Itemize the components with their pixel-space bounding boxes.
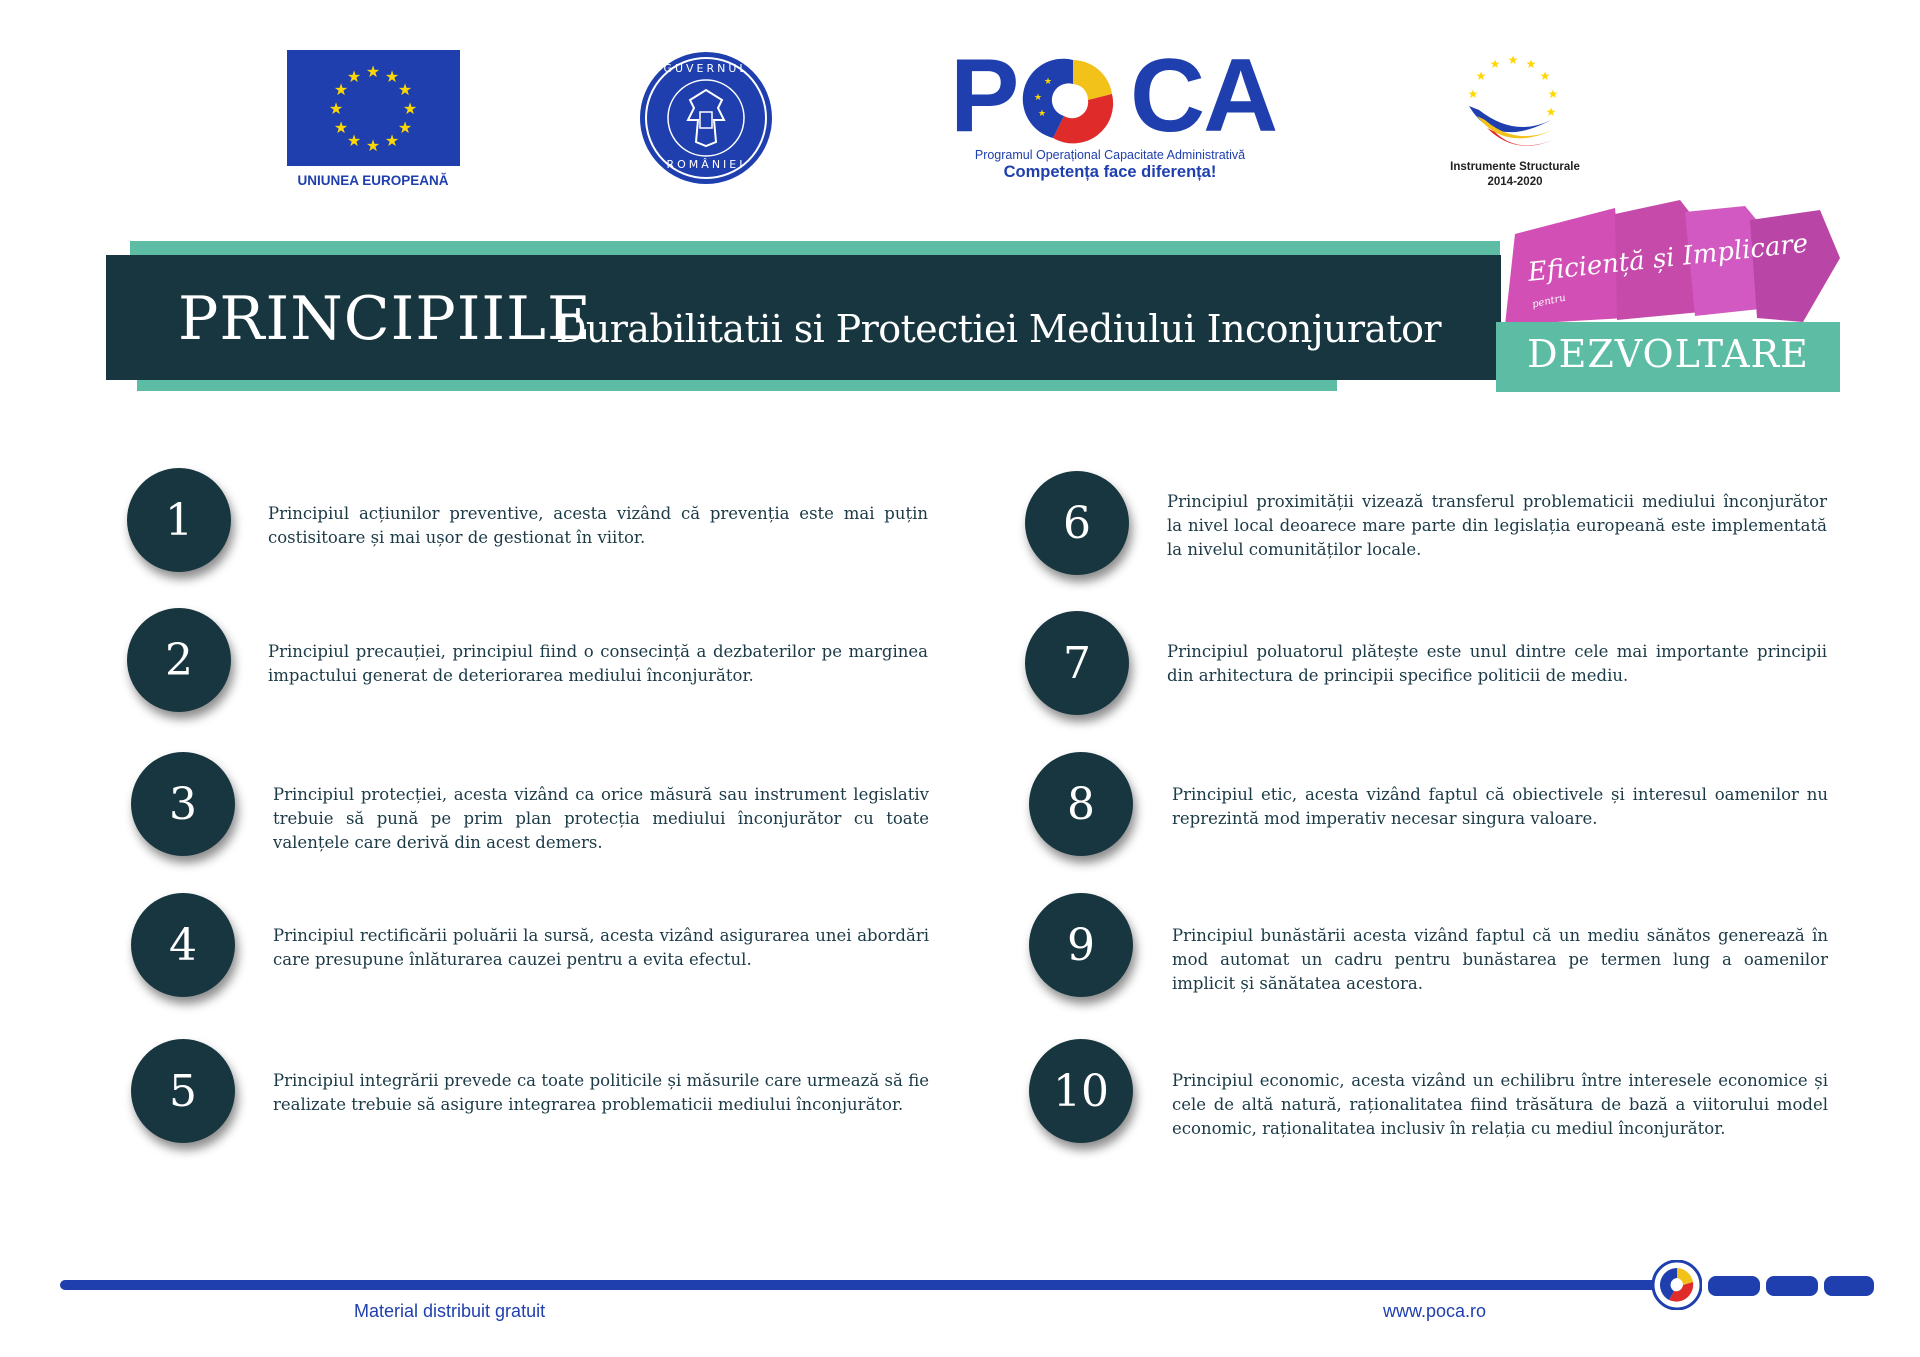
gov-text-bottom: ROMÂNIEI — [666, 158, 746, 171]
svg-text:★: ★ — [333, 80, 349, 99]
slogan-pentru: pentru — [1531, 292, 1567, 311]
svg-text:★: ★ — [402, 99, 418, 118]
svg-text:★: ★ — [1467, 87, 1479, 101]
eu-stars-icon — [287, 50, 460, 166]
principle-3-number: 3 — [131, 752, 235, 856]
svg-text:★: ★ — [1489, 57, 1501, 71]
poca-letters-ca: CA — [1130, 38, 1277, 154]
poca-ring-logo — [1018, 54, 1128, 146]
poca-subtitle: Programul Operațional Capacitate Administrativă — [974, 148, 1246, 162]
poca-tagline: Competența face diferența! — [1003, 163, 1217, 181]
principle-9-number: 9 — [1029, 893, 1133, 997]
eu-caption: UNIUNEA EUROPEANĂ — [297, 173, 449, 188]
principle-1-number: 1 — [127, 468, 231, 572]
eu-flag-logo — [287, 50, 460, 166]
svg-text:★: ★ — [365, 62, 381, 81]
footer-segment-3 — [1824, 1276, 1874, 1296]
slogan-efficiency: Eficiență și Implicare — [1526, 228, 1810, 288]
principle-3-text: Principiul protecției, acesta vizând ca orice măsură sau instrument legislativ trebuie să pună pe prim plan protecția mediului înconjurător cu toate valențele care derivă din acest demers. — [273, 785, 929, 852]
poca-letter-p: P — [950, 38, 1020, 154]
svg-text:★: ★ — [1043, 77, 1053, 87]
svg-text:★: ★ — [365, 136, 381, 155]
svg-text:★: ★ — [1507, 53, 1519, 67]
dezvoltare-label: DEZVOLTARE — [1527, 332, 1809, 376]
svg-text:★: ★ — [1547, 87, 1559, 101]
principle-4-number: 4 — [131, 893, 235, 997]
svg-text:★: ★ — [384, 131, 400, 150]
principle-10-text: Principiul economic, acesta vizând un echilibru între interesele economice și cele de altă natură, raționalitatea fiind trăsătura de bază a viitorului model economic, raționalitatea inclusiv în relația cu mediul înconjurător. — [1172, 1071, 1828, 1138]
principle-6-number: 6 — [1025, 471, 1129, 575]
footer-distribution-note: Material distribuit gratuit — [354, 1301, 546, 1321]
principle-2-number: 2 — [127, 608, 231, 712]
svg-text:★: ★ — [397, 80, 413, 99]
svg-text:★: ★ — [346, 131, 362, 150]
principle-4-text: Principiul rectificării poluării la sursă, acesta vizând asigurarea unei abordări care presupune înlăturarea cauzei pentru a evita efectul. — [273, 926, 929, 969]
structural-instruments-years: 2014-2020 — [1487, 176, 1543, 188]
svg-text:★: ★ — [1037, 109, 1047, 119]
footer-segment-2 — [1766, 1276, 1818, 1296]
svg-text:★: ★ — [333, 118, 349, 137]
footer-line — [60, 1280, 1660, 1290]
banner-title: PRINCIPIILE — [178, 284, 592, 354]
svg-text:★: ★ — [1539, 69, 1551, 83]
principle-8-number: 8 — [1029, 752, 1133, 856]
principle-9-text: Principiul bunăstării acesta vizând faptul că un mediu sănătos generează în mod automat un cadru pentru bunăstarea pe termen lung a oamenilor implicit și sănătatea acestora. — [1172, 926, 1828, 993]
svg-text:★: ★ — [384, 67, 400, 86]
footer-segment-1 — [1708, 1276, 1760, 1296]
svg-text:★: ★ — [328, 99, 344, 118]
structural-instruments-caption: Instrumente Structurale — [1450, 161, 1580, 173]
structural-instruments-logo — [1455, 50, 1570, 160]
svg-text:★: ★ — [1545, 105, 1557, 119]
footer-website-link[interactable]: www.poca.ro — [1383, 1301, 1487, 1321]
principle-6-text: Principiul proximității vizează transferul problematicii mediului înconjurător la nivel local deoarece mare parte din legislația europeană este implementată la nivelul comunităților locale. — [1167, 492, 1827, 559]
principle-5-number: 5 — [131, 1039, 235, 1143]
gov-seal-lettering — [638, 50, 774, 186]
principle-7-text: Principiul poluatorul plătește este unul dintre cele mai importante principii din arhitectura de principii specifice politicii de mediu. — [1167, 642, 1827, 685]
principle-7-number: 7 — [1025, 611, 1129, 715]
svg-text:★: ★ — [1033, 93, 1043, 103]
principle-5-text: Principiul integrării prevede ca toate politicile și măsurile care urmează să fie realizate trebuie să asigure integrarea problematicii mediului înconjurător. — [273, 1071, 929, 1114]
footer-poca-icon — [1652, 1260, 1702, 1310]
principle-1-text: Principiul acțiunilor preventive, acesta vizând că prevenția este mai puțin costisitoare și mai ușor de gestionat în viitor. — [268, 504, 928, 547]
svg-text:★: ★ — [1475, 69, 1487, 83]
svg-text:★: ★ — [346, 67, 362, 86]
principle-8-text: Principiul etic, acesta vizând faptul că obiectivele și interesul oamenilor nu reprezintă mod imperativ necesar singura valoare. — [1172, 785, 1828, 828]
banner-subtitle: Durabilitatii si Protectiei Mediului Inconjurator — [556, 307, 1441, 351]
principle-10-number: 10 — [1029, 1039, 1133, 1143]
principle-2-text: Principiul precauției, principiul fiind o consecință a dezbaterilor pe marginea impactului generat de deteriorarea mediului înconjurător. — [268, 642, 928, 685]
svg-text:★: ★ — [397, 118, 413, 137]
svg-text:★: ★ — [1525, 57, 1537, 71]
gov-text-top: GUVERNUL — [663, 62, 749, 75]
